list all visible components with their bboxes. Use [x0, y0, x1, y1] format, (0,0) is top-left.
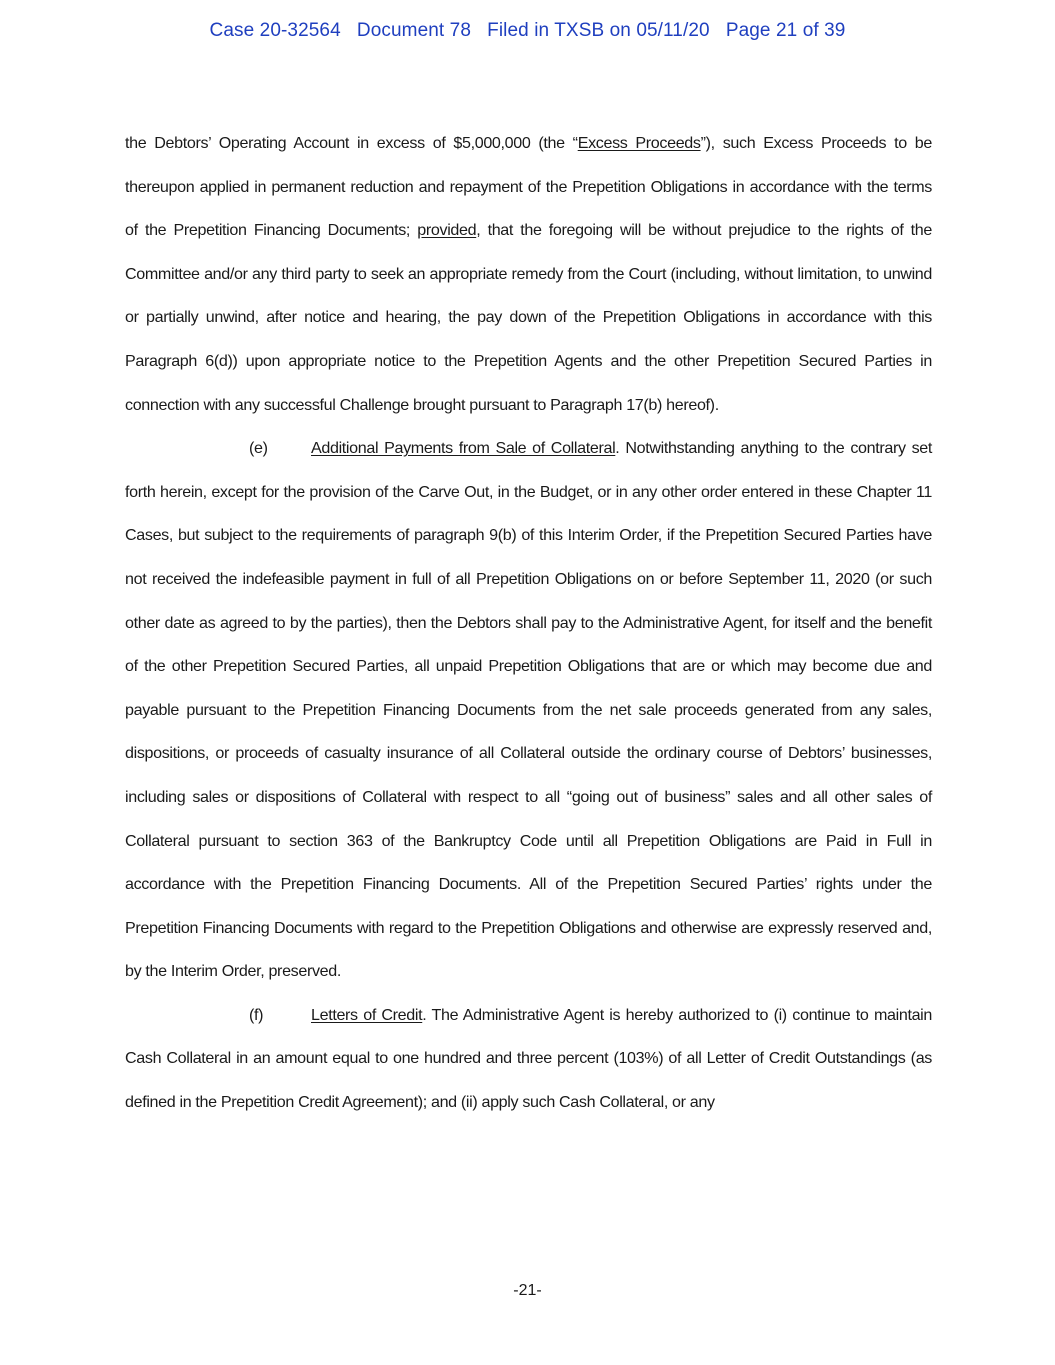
paragraph-continuation	[125, 122, 932, 427]
document-body	[125, 122, 932, 1125]
paragraph-e	[125, 427, 932, 994]
court-filing-stamp: Case 20-32564 Document 78 Filed in TXSB on 05/11/20 Page 21 of 39	[209, 20, 846, 41]
paragraph-text: , that the foregoing will be without prejudice to the rights of the Committee and/or any third party to seek an appropriate remedy from the Court (including, without limitation, to unwind or partially unwind, after notice and hearing, the pay down of the Prepetition Obligations in accordance with this Paragraph 6(d)) upon appropriate notice to the Prepetition Agents and the other Prepetition Secured Parties in connection with any successful Challenge brought pursuant to Paragraph 17(b) hereof).	[125, 221, 932, 414]
paragraph-f	[125, 994, 932, 1125]
paragraph-text: the Debtors’ Operating Account in excess of $5,000,000 (the “	[125, 134, 578, 152]
defined-term: provided	[417, 221, 477, 240]
paragraph-text: ”), such Excess Proceeds to be thereupon applied in permanent reduction and repayment of the Prepetition Obligations in accordance with the terms of the Prepetition Financing Documents;	[125, 134, 932, 240]
page-number: -21-	[513, 1282, 542, 1299]
paragraph-text: . The Administrative Agent is hereby authorized to (i) continue to maintain Cash Collateral in an amount equal to one hundred and three percent (103%) of all Letter of Credit Outstandings (as defined in the Prepetition Credit Agreement); and (ii) apply such Cash Collateral, or any	[125, 1005, 932, 1112]
paragraph-label: (f)	[249, 1005, 264, 1024]
paragraph-label: (e)	[249, 439, 268, 458]
paragraph-heading: Letters of Credit	[311, 1005, 423, 1024]
defined-term: Excess Proceeds	[577, 134, 701, 152]
paragraph-heading: Additional Payments from Sale of Collateral	[311, 439, 616, 458]
paragraph-text: . Notwithstanding anything to the contrary set forth herein, except for the provision of the Carve Out, in the Budget, or in any other order entered in these Chapter 11 Cases, but subject to the requirements of paragraph 9(b) of this Interim Order, if the Prepetition Secured Parties have not received the indefeasible payment in full of all Prepetition Obligations on or before September 11, 2020 (or such other date as agreed to by the parties), then the Debtors shall pay to the Administrative Agent, for itself and the benefit of the other Prepetition Secured Parties, all unpaid Prepetition Obligations that are or which may become due and payable pursuant to the Prepetition Financing Documents from the net sale proceeds generated from any sales, dispositions, or proceeds of casualty insurance of all Collateral outside the ordinary course of Debtors’ businesses, including sales or dispositions of Collateral with respect to all “going out of business” sales and all other sales of Collateral pursuant to section 363 of the Bankruptcy Code until all Prepetition Obligations are Paid in Full in accordance with the Prepetition Financing Documents. All of the Prepetition Secured Parties’ rights under the Prepetition Financing Documents with regard to the Prepetition Obligations and otherwise are expressly reserved and, by the Interim Order, preserved.	[125, 439, 932, 981]
